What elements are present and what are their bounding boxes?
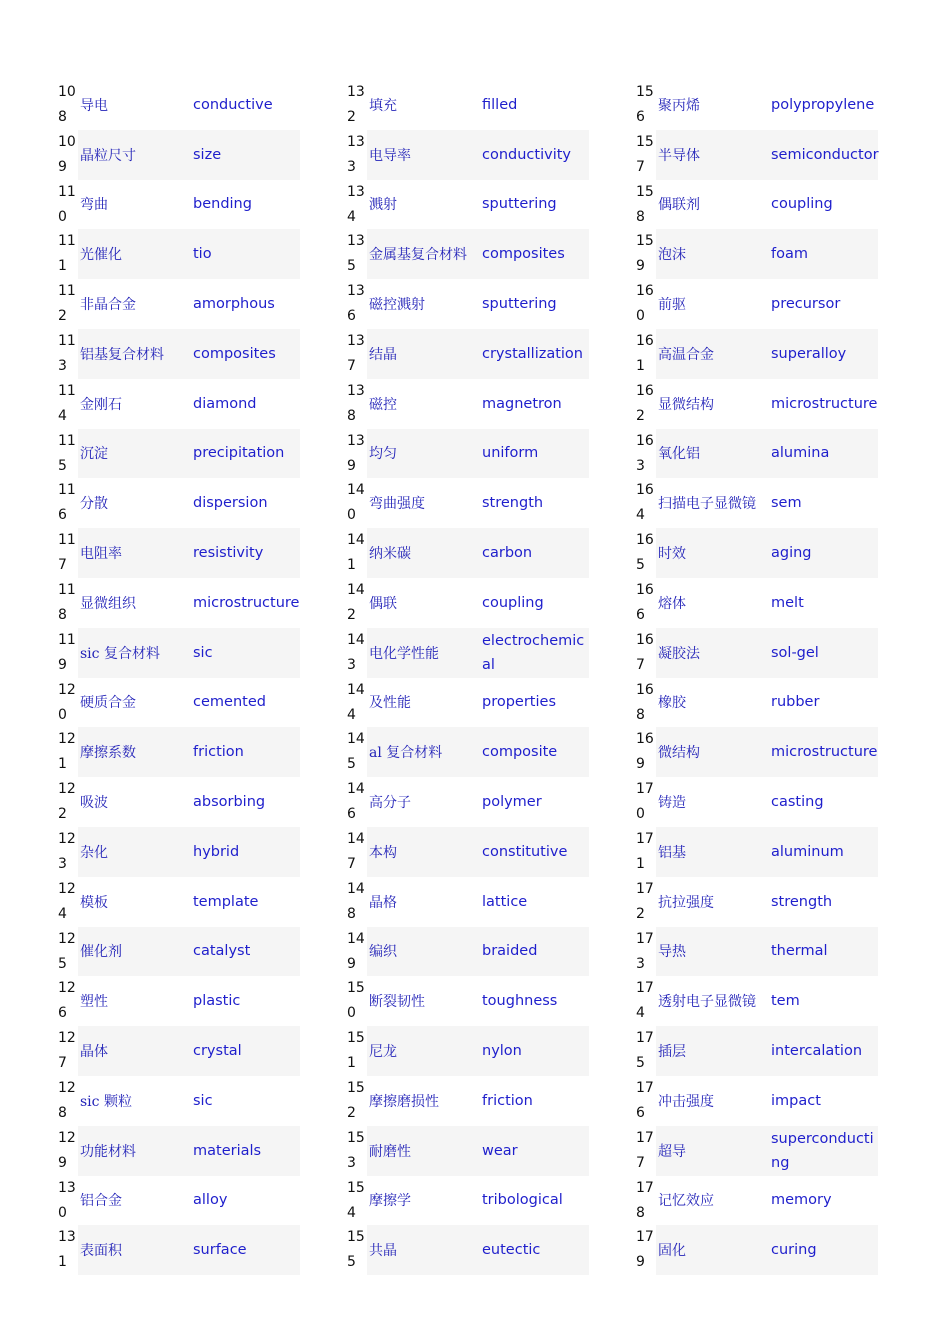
entry-number: 122 <box>58 781 76 823</box>
chinese-term: 结晶 <box>369 346 397 363</box>
english-term: sic <box>193 644 213 661</box>
english-term: memory <box>771 1192 832 1209</box>
glossary-row <box>636 927 878 977</box>
entry-number: 112 <box>58 283 76 325</box>
entry-number: 177 <box>636 1129 654 1171</box>
glossary-row <box>347 379 589 429</box>
entry-number: 111 <box>58 233 76 275</box>
chinese-term: 冲击强度 <box>658 1093 714 1110</box>
glossary-column-2 <box>347 80 589 1275</box>
chinese-term: 记忆效应 <box>658 1193 714 1210</box>
glossary-row <box>347 429 589 479</box>
entry-number: 128 <box>58 1079 76 1121</box>
chinese-term: 铸造 <box>658 795 686 812</box>
glossary-row <box>636 180 878 230</box>
chinese-term: 高温合金 <box>658 346 714 363</box>
entry-number: 114 <box>58 382 76 424</box>
english-term: precipitation <box>193 445 285 462</box>
glossary-row <box>58 628 300 678</box>
glossary-row <box>636 429 878 479</box>
glossary-row <box>636 628 878 678</box>
glossary-row <box>636 578 878 628</box>
entry-number: 150 <box>347 980 365 1022</box>
chinese-term: 聚丙烯 <box>658 97 700 114</box>
english-term: plastic <box>193 993 241 1010</box>
english-term: coupling <box>482 594 544 611</box>
entry-number: 148 <box>347 880 365 922</box>
english-term: microstructure <box>771 395 878 412</box>
chinese-term: 氧化铝 <box>658 446 700 463</box>
english-term: strength <box>771 893 833 910</box>
entry-number: 117 <box>58 532 76 574</box>
glossary-row <box>58 229 300 279</box>
chinese-term: 时效 <box>658 546 686 563</box>
english-term: rubber <box>771 694 820 711</box>
glossary-column-3 <box>636 80 878 1275</box>
glossary-row <box>636 229 878 279</box>
entry-number: 136 <box>347 283 365 325</box>
glossary-row <box>636 727 878 777</box>
entry-number: 170 <box>636 781 654 823</box>
chinese-term: 摩擦系数 <box>80 745 136 762</box>
chinese-term: 电导率 <box>369 147 411 164</box>
glossary-row <box>636 1225 878 1275</box>
chinese-term: 高分子 <box>369 795 411 812</box>
english-term: curing <box>771 1242 817 1259</box>
entry-number: 133 <box>347 133 365 175</box>
english-term: microstructure <box>771 744 878 761</box>
entry-number: 179 <box>636 1229 654 1271</box>
glossary-row <box>636 1176 878 1226</box>
glossary-row <box>58 478 300 528</box>
glossary-row <box>58 279 300 329</box>
english-term: tribological <box>482 1192 563 1209</box>
entry-number: 141 <box>347 532 365 574</box>
chinese-term: 半导体 <box>658 147 700 164</box>
english-term: tio <box>193 246 212 263</box>
glossary-row <box>636 80 878 130</box>
english-term: hybrid <box>193 843 240 860</box>
chinese-term: 晶体 <box>80 1044 108 1061</box>
chinese-term: 前驱 <box>658 297 686 314</box>
english-term: dispersion <box>193 495 268 512</box>
glossary-column-1 <box>58 80 300 1275</box>
chinese-term: 显微组织 <box>80 595 136 612</box>
glossary-row <box>636 329 878 379</box>
entry-number: 158 <box>636 183 654 225</box>
chinese-term: 扫描电子显微镜 <box>658 496 756 513</box>
english-term: sputtering <box>482 196 557 213</box>
english-term: electrochemical <box>482 632 585 673</box>
chinese-term: 固化 <box>658 1243 686 1260</box>
glossary-row <box>58 1225 300 1275</box>
entry-number: 119 <box>58 631 76 673</box>
chinese-term: 摩擦学 <box>369 1193 411 1210</box>
english-term: crystal <box>193 1043 242 1060</box>
glossary-row <box>58 329 300 379</box>
entry-number: 164 <box>636 482 654 524</box>
chinese-term: 编织 <box>369 944 397 961</box>
glossary-row <box>636 130 878 180</box>
glossary-row <box>58 379 300 429</box>
glossary-row <box>347 1076 589 1126</box>
english-term: sputtering <box>482 296 557 313</box>
glossary-row <box>58 80 300 130</box>
glossary-row <box>347 1225 589 1275</box>
glossary-row <box>636 528 878 578</box>
glossary-row <box>636 976 878 1026</box>
chinese-term: 硬质合金 <box>80 695 136 712</box>
glossary-row <box>58 727 300 777</box>
glossary-row <box>347 678 589 728</box>
english-term: friction <box>193 744 244 761</box>
glossary-row <box>58 678 300 728</box>
glossary-row <box>347 229 589 279</box>
glossary-row <box>58 1076 300 1126</box>
english-term: superconducting <box>771 1130 874 1171</box>
entry-number: 108 <box>58 84 76 125</box>
entry-number: 174 <box>636 980 654 1022</box>
glossary-row <box>58 130 300 180</box>
english-term: thermal <box>771 943 828 960</box>
entry-number: 139 <box>347 432 365 474</box>
entry-number: 161 <box>636 332 654 374</box>
glossary-row <box>347 727 589 777</box>
english-term: sem <box>771 495 802 512</box>
glossary-row <box>636 279 878 329</box>
chinese-term: al 复合材料 <box>369 745 443 762</box>
chinese-term: 显微结构 <box>658 396 714 413</box>
entry-number: 121 <box>58 731 76 773</box>
glossary-row <box>347 976 589 1026</box>
entry-number: 109 <box>58 133 76 175</box>
entry-number: 140 <box>347 482 365 524</box>
entry-number: 166 <box>636 581 654 623</box>
english-term: uniform <box>482 445 539 462</box>
chinese-term: 弯曲强度 <box>369 496 425 513</box>
english-term: cemented <box>193 694 266 711</box>
english-term: impact <box>771 1092 821 1109</box>
english-term: magnetron <box>482 395 562 412</box>
chinese-term: 凝胶法 <box>658 645 700 662</box>
chinese-term: 断裂韧性 <box>369 994 425 1011</box>
chinese-term: 微结构 <box>658 745 700 762</box>
entry-number: 169 <box>636 731 654 773</box>
english-term: sol-gel <box>771 644 819 661</box>
english-term: composite <box>482 744 558 761</box>
chinese-term: 共晶 <box>369 1243 397 1260</box>
glossary-row <box>58 976 300 1026</box>
entry-number: 147 <box>347 830 365 872</box>
glossary-row <box>58 927 300 977</box>
entry-number: 172 <box>636 880 654 922</box>
english-term: alumina <box>771 445 830 462</box>
english-term: aluminum <box>771 843 844 860</box>
entry-number: 159 <box>636 233 654 275</box>
entry-number: 176 <box>636 1079 654 1121</box>
entry-number: 178 <box>636 1179 654 1221</box>
english-term: size <box>193 146 222 163</box>
english-term: crystallization <box>482 345 583 362</box>
entry-number: 167 <box>636 631 654 673</box>
english-term: composites <box>193 345 276 362</box>
english-term: conductive <box>193 96 273 113</box>
entry-number: 175 <box>636 1030 654 1072</box>
chinese-term: 电化学性能 <box>369 645 439 662</box>
entry-number: 116 <box>58 482 76 524</box>
english-term: casting <box>771 794 824 811</box>
chinese-term: 泡沫 <box>658 247 686 264</box>
chinese-term: 弯曲 <box>80 197 108 214</box>
english-term: aging <box>771 545 812 562</box>
glossary-row <box>347 578 589 628</box>
chinese-term: 铝基复合材料 <box>80 346 164 363</box>
chinese-term: 分散 <box>80 496 108 513</box>
glossary-row <box>58 578 300 628</box>
english-term: toughness <box>482 993 558 1010</box>
entry-number: 113 <box>58 332 76 374</box>
entry-number: 156 <box>636 84 654 125</box>
glossary-row <box>347 329 589 379</box>
entry-number: 138 <box>347 382 365 424</box>
glossary-row <box>347 1126 589 1176</box>
entry-number: 146 <box>347 781 365 823</box>
chinese-term: 本构 <box>369 844 397 861</box>
entry-number: 137 <box>347 332 365 374</box>
english-term: superalloy <box>771 345 847 362</box>
chinese-term: 铝合金 <box>80 1193 122 1210</box>
glossary-row <box>58 1126 300 1176</box>
entry-number: 152 <box>347 1079 365 1121</box>
entry-number: 163 <box>636 432 654 474</box>
english-term: braided <box>482 943 538 960</box>
entry-number: 157 <box>636 133 654 175</box>
english-term: polypropylene <box>771 96 875 113</box>
glossary-row <box>347 827 589 877</box>
chinese-term: 电阻率 <box>80 546 122 563</box>
english-term: tem <box>771 993 800 1010</box>
english-term: eutectic <box>482 1242 541 1259</box>
chinese-term: 金刚石 <box>80 396 122 413</box>
entry-number: 124 <box>58 880 76 922</box>
english-term: carbon <box>482 545 533 562</box>
english-term: polymer <box>482 794 542 811</box>
chinese-term: 吸波 <box>80 795 108 812</box>
chinese-term: 磁控溅射 <box>369 297 425 314</box>
entry-number: 153 <box>347 1129 365 1171</box>
entry-number: 135 <box>347 233 365 275</box>
entry-number: 143 <box>347 631 365 673</box>
chinese-term: 晶格 <box>369 894 397 911</box>
chinese-term: 杂化 <box>80 844 108 861</box>
entry-number: 142 <box>347 581 365 623</box>
chinese-term: 溅射 <box>369 197 397 214</box>
chinese-term: 纳米碳 <box>369 546 411 563</box>
entry-number: 168 <box>636 681 654 723</box>
english-term: absorbing <box>193 794 266 811</box>
chinese-term: 摩擦磨损性 <box>369 1093 439 1110</box>
english-term: intercalation <box>771 1043 863 1060</box>
chinese-term: 尼龙 <box>369 1044 397 1061</box>
english-term: strength <box>482 495 544 512</box>
entry-number: 149 <box>347 930 365 972</box>
chinese-term: 催化剂 <box>80 944 122 961</box>
glossary-row <box>58 827 300 877</box>
english-term: semiconductor <box>771 146 879 163</box>
english-term: materials <box>193 1142 262 1159</box>
glossary-row <box>347 1176 589 1226</box>
english-term: sic <box>193 1092 213 1109</box>
english-term: alloy <box>193 1192 228 1209</box>
entry-number: 144 <box>347 681 365 723</box>
chinese-term: 功能材料 <box>80 1143 136 1160</box>
glossary-row <box>636 877 878 927</box>
glossary-row <box>58 528 300 578</box>
english-term: amorphous <box>193 296 275 313</box>
chinese-term: 塑性 <box>80 994 108 1011</box>
entry-number: 127 <box>58 1030 76 1072</box>
glossary-row <box>347 528 589 578</box>
chinese-term: 抗拉强度 <box>658 894 714 911</box>
glossary-row <box>347 80 589 130</box>
entry-number: 171 <box>636 830 654 872</box>
entry-number: 123 <box>58 830 76 872</box>
english-term: diamond <box>193 395 257 412</box>
chinese-term: 插层 <box>658 1044 686 1061</box>
glossary-row <box>58 180 300 230</box>
english-term: composites <box>482 246 565 263</box>
chinese-term: 金属基复合材料 <box>369 247 467 264</box>
english-term: template <box>193 893 259 910</box>
entry-number: 134 <box>347 183 365 225</box>
glossary-row <box>636 827 878 877</box>
entry-number: 160 <box>636 283 654 325</box>
english-term: surface <box>193 1242 247 1259</box>
chinese-term: 耐磨性 <box>369 1143 411 1160</box>
english-term: properties <box>482 694 556 711</box>
entry-number: 155 <box>347 1229 365 1271</box>
entry-number: 110 <box>58 183 76 225</box>
chinese-term: 透射电子显微镜 <box>658 994 756 1011</box>
glossary-row <box>347 130 589 180</box>
chinese-term: 铝基 <box>658 844 686 861</box>
entry-number: 131 <box>58 1229 76 1271</box>
chinese-term: 沉淀 <box>80 446 108 463</box>
english-term: conductivity <box>482 146 571 163</box>
chinese-term: 及性能 <box>369 695 411 712</box>
entry-number: 165 <box>636 532 654 574</box>
english-term: wear <box>482 1142 518 1159</box>
glossary-row <box>347 180 589 230</box>
glossary-row <box>347 927 589 977</box>
chinese-term: 偶联剂 <box>658 197 700 214</box>
glossary-row <box>58 1176 300 1226</box>
chinese-term: 导电 <box>80 97 108 114</box>
chinese-term: 晶粒尺寸 <box>80 147 136 164</box>
entry-number: 145 <box>347 731 365 773</box>
glossary-row <box>58 777 300 827</box>
english-term: catalyst <box>193 943 251 960</box>
entry-number: 173 <box>636 930 654 972</box>
glossary-row <box>636 478 878 528</box>
entry-number: 130 <box>58 1179 76 1221</box>
glossary-row <box>636 1076 878 1126</box>
glossary-row <box>347 1026 589 1076</box>
entry-number: 154 <box>347 1179 365 1221</box>
chinese-term: 熔体 <box>658 595 686 612</box>
entry-number: 115 <box>58 432 76 474</box>
english-term: coupling <box>771 196 833 213</box>
entry-number: 162 <box>636 382 654 424</box>
entry-number: 132 <box>347 84 365 125</box>
chinese-term: 均匀 <box>369 446 397 463</box>
chinese-term: 导热 <box>658 944 686 961</box>
chinese-term: 偶联 <box>369 595 397 612</box>
english-term: microstructure <box>193 594 300 611</box>
english-term: melt <box>771 594 804 611</box>
glossary-row <box>636 1026 878 1076</box>
entry-number: 118 <box>58 581 76 623</box>
entry-number: 125 <box>58 930 76 972</box>
english-term: filled <box>482 96 518 113</box>
entry-number: 129 <box>58 1129 76 1171</box>
chinese-term: 填充 <box>369 97 397 114</box>
glossary-row <box>347 279 589 329</box>
glossary-row <box>636 678 878 728</box>
english-term: precursor <box>771 296 841 313</box>
entry-number: 151 <box>347 1030 365 1072</box>
english-term: foam <box>771 246 808 263</box>
glossary-row <box>58 877 300 927</box>
english-term: lattice <box>482 893 528 910</box>
chinese-term: 光催化 <box>80 247 122 264</box>
entry-number: 126 <box>58 980 76 1022</box>
glossary-row <box>636 777 878 827</box>
chinese-term: sic 颗粒 <box>80 1093 132 1110</box>
chinese-term: 表面积 <box>80 1243 122 1260</box>
chinese-term: 磁控 <box>369 396 397 413</box>
glossary-row <box>58 429 300 479</box>
chinese-term: 模板 <box>80 894 108 911</box>
glossary-row <box>347 877 589 927</box>
english-term: nylon <box>482 1043 522 1060</box>
english-term: friction <box>482 1092 533 1109</box>
chinese-term: 非晶合金 <box>80 297 136 314</box>
glossary-row <box>347 777 589 827</box>
entry-number: 120 <box>58 681 76 723</box>
chinese-term: 橡胶 <box>658 695 686 712</box>
english-term: constitutive <box>482 843 568 860</box>
glossary-row <box>636 379 878 429</box>
english-term: resistivity <box>193 545 264 562</box>
chinese-term: 超导 <box>658 1143 686 1160</box>
glossary-row <box>58 1026 300 1076</box>
chinese-term: sic 复合材料 <box>80 645 160 662</box>
glossary-row <box>636 1126 878 1176</box>
glossary-row <box>347 628 589 678</box>
glossary-row <box>347 478 589 528</box>
english-term: bending <box>193 196 252 213</box>
